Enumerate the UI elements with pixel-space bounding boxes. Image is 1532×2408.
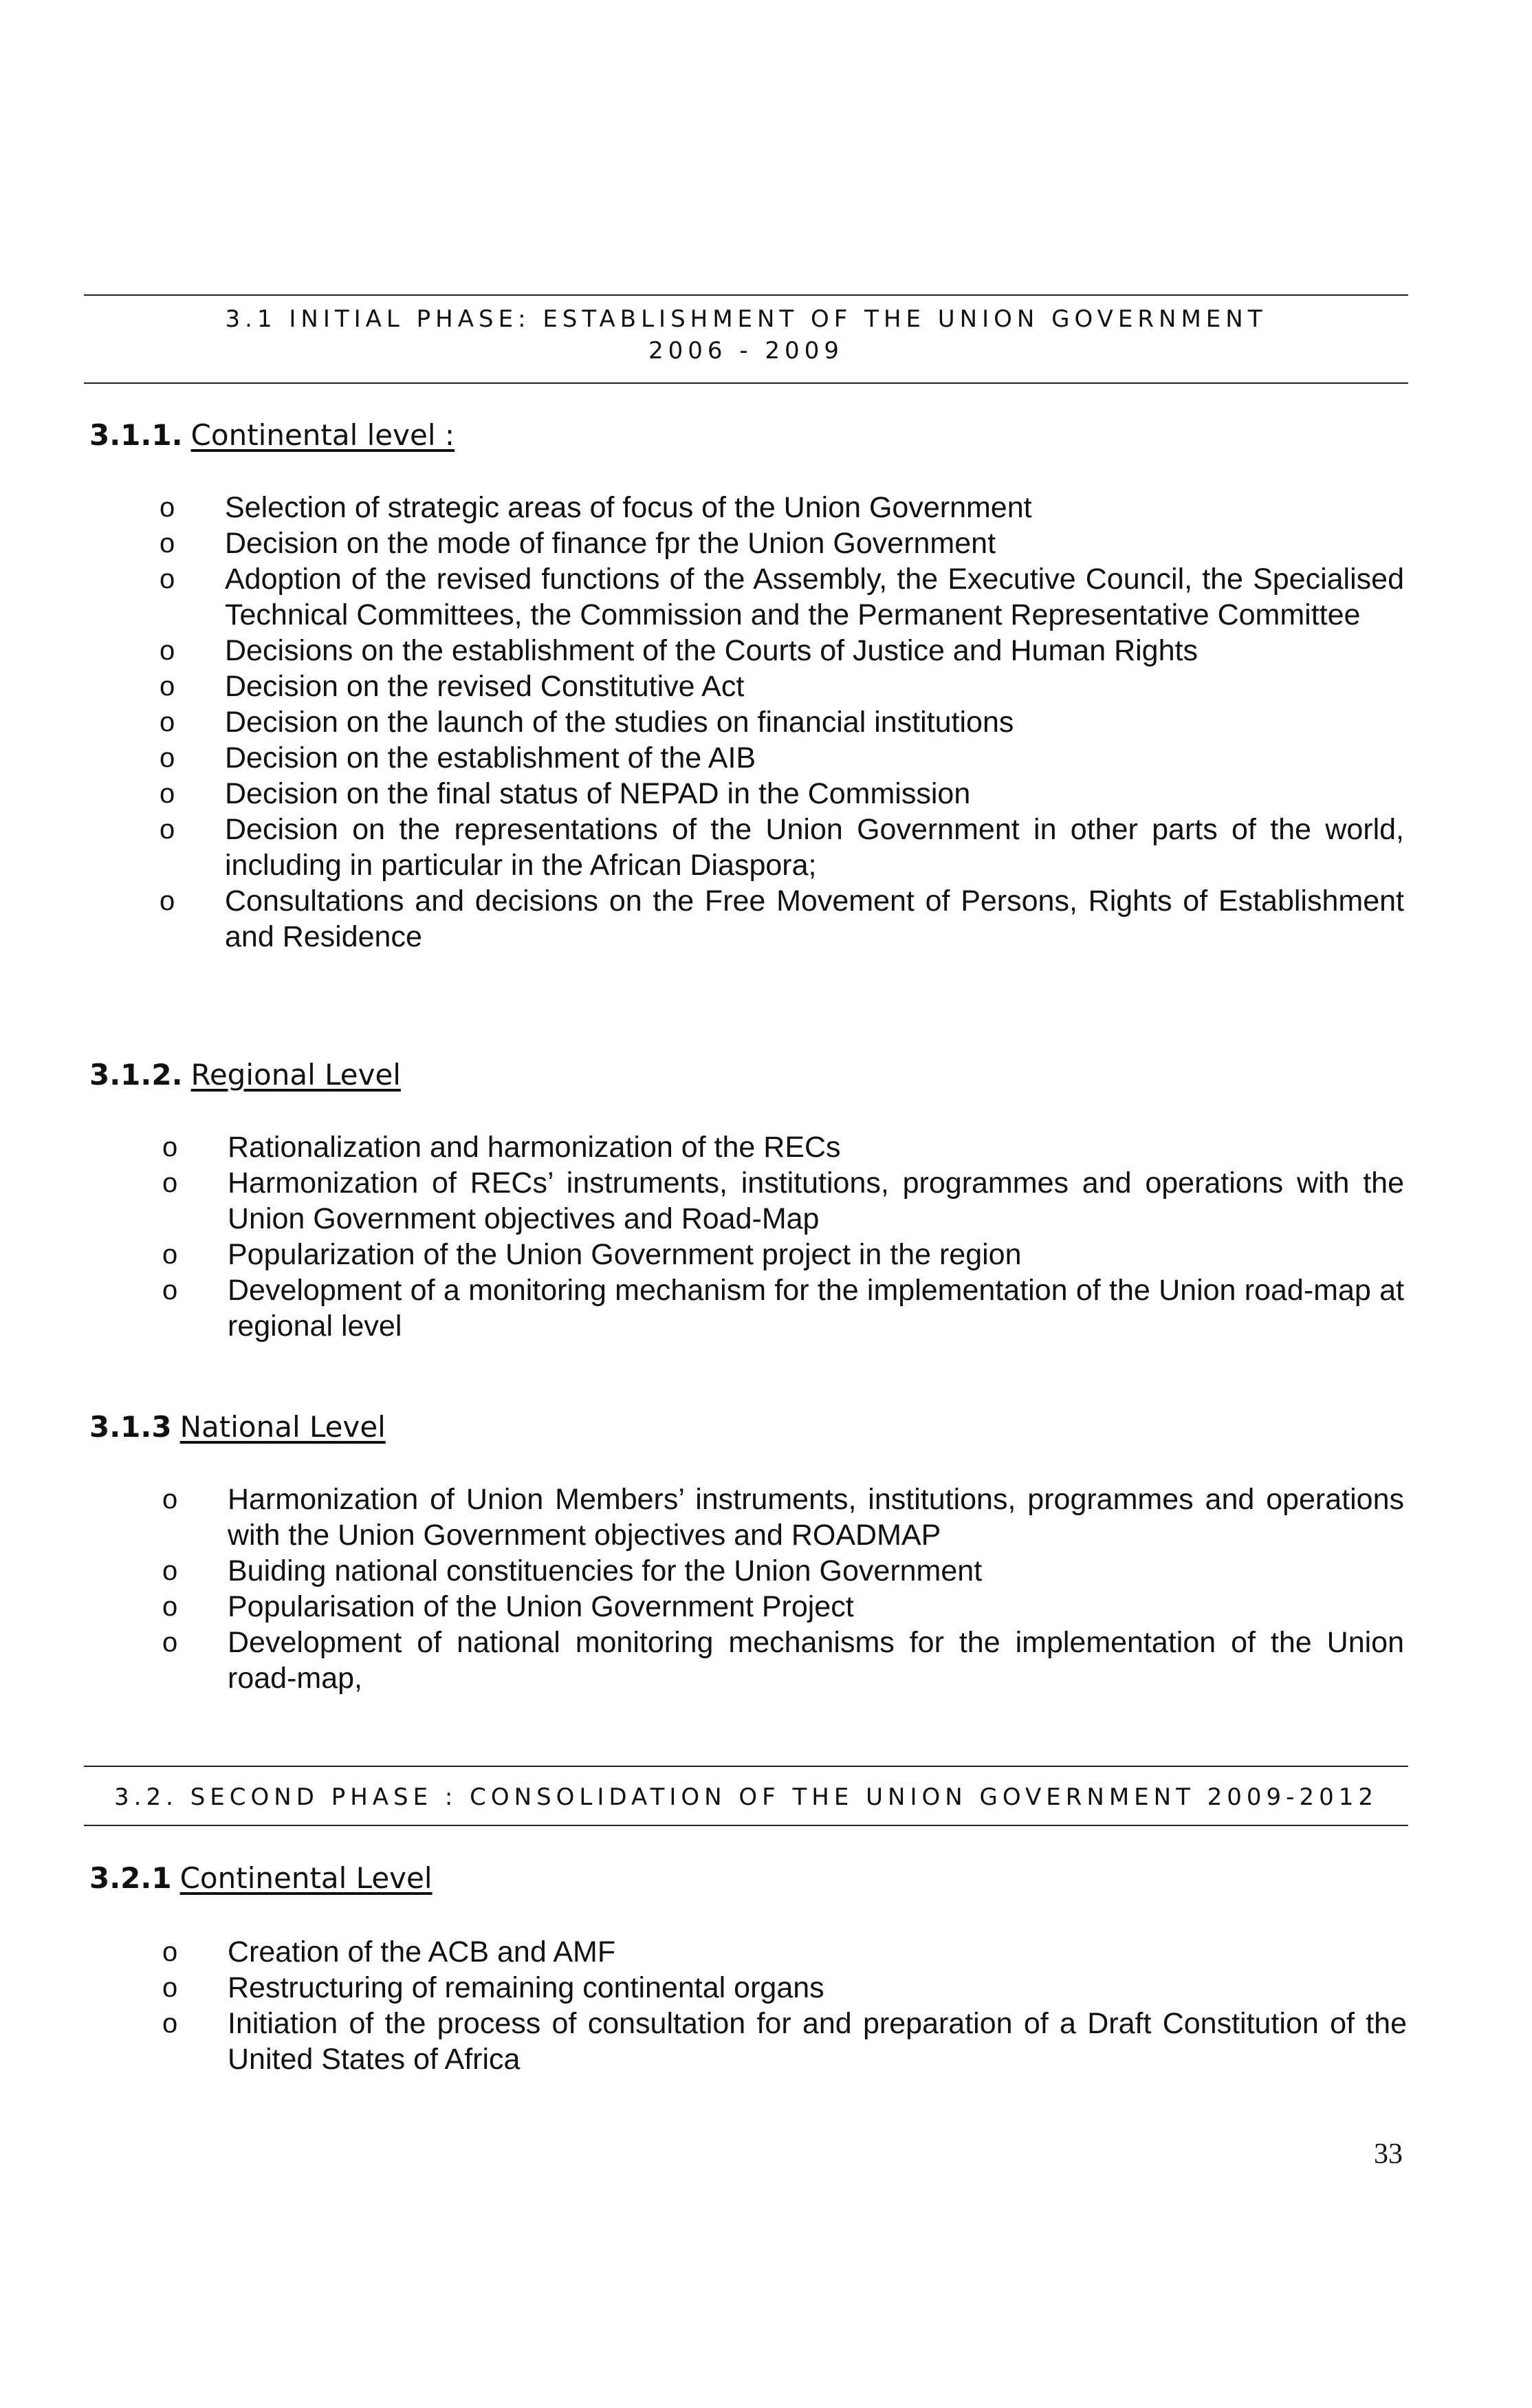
list-item-text: Adoption of the revised functions of the Assembly, the Executive Council, the Specialised Technical Committees, the Commission and the Permanent Representative Committee (225, 563, 1404, 631)
list-item-text: Decisions on the establishment of the Courts of Justice and Human Rights (225, 634, 1198, 667)
section-3-1-1-heading (89, 418, 455, 452)
list-item-text: Consultations and decisions on the Free Movement of Persons, Rights of Establishment and Residence (225, 885, 1404, 953)
list-item (162, 1970, 1407, 2006)
continental-level-list (160, 490, 1404, 955)
list-item (162, 1482, 1404, 1553)
list-item-text: Popularisation of the Union Government Project (228, 1590, 854, 1623)
list-item-text: Decision on the revised Constitutive Act (225, 670, 745, 703)
list-item (160, 490, 1404, 525)
regional-level-list (162, 1129, 1404, 1344)
list-item (160, 633, 1404, 669)
bullet-icon: o (160, 743, 175, 773)
list-item (162, 1165, 1404, 1237)
list-item (160, 776, 1404, 812)
national-level-list (162, 1482, 1404, 1696)
list-item (162, 1129, 1404, 1165)
bullet-icon: o (160, 528, 175, 558)
list-item (160, 883, 1404, 955)
bullet-icon: o (160, 814, 175, 845)
list-item-text: Development of a monitoring mechanism for the implementation of the Union road-map at regional level (228, 1274, 1404, 1343)
list-item-text: Decision on the final status of NEPAD in the Commission (225, 777, 971, 810)
list-item-text: Restructuring of remaining continental organs (228, 1971, 824, 2004)
section-title: Continental level : (190, 418, 455, 452)
list-item (160, 812, 1404, 883)
list-item (162, 2006, 1407, 2077)
phase-1-title: 3.1 INITIAL PHASE: ESTABLISHMENT OF THE UNION GOVERNMENT (225, 305, 1267, 333)
bullet-icon: o (162, 1592, 178, 1622)
list-item (160, 669, 1404, 704)
section-number: 3.1.1. (89, 418, 183, 452)
page-number: 33 (1374, 2138, 1403, 2170)
section-title: Continental Level (179, 1861, 433, 1895)
list-item (160, 525, 1404, 561)
bullet-icon: o (162, 1275, 178, 1305)
list-item-text: Popularization of the Union Government project in the region (228, 1238, 1022, 1271)
list-item-text: Initiation of the process of consultation for and preparation of a Draft Constitution of the United States of Africa (228, 2007, 1407, 2076)
section-3-1-3-heading (89, 1410, 386, 1444)
list-item-text: Decision on the launch of the studies on financial institutions (225, 706, 1014, 739)
phase-1-years: 2006 - 2009 (648, 337, 844, 365)
bullet-icon: o (160, 707, 175, 737)
list-item (162, 1625, 1404, 1696)
bullet-icon: o (160, 492, 175, 523)
bullet-icon: o (162, 1627, 178, 1658)
bullet-icon: o (160, 636, 175, 666)
list-item (162, 1237, 1404, 1272)
section-number: 3.2.1 (89, 1861, 172, 1895)
section-3-1-2-heading (89, 1058, 401, 1092)
bullet-icon: o (160, 779, 175, 809)
list-item-text: Harmonization of Union Members’ instruments, institutions, programmes and operations with the Union Government objectives and ROADMAP (228, 1483, 1404, 1552)
bullet-icon: o (162, 1132, 178, 1162)
bullet-icon: o (162, 2008, 178, 2039)
bullet-icon: o (162, 1239, 178, 1270)
list-item-text: Decision on the mode of finance fpr the Union Government (225, 527, 996, 560)
list-item (160, 704, 1404, 740)
list-item-text: Decision on the representations of the Union Government in other parts of the world, including in particular in the African Diaspora; (225, 813, 1404, 882)
list-item-text: Rationalization and harmonization of the RECs (228, 1131, 841, 1164)
phase-2-heading (84, 1766, 1408, 1826)
section-number: 3.1.3 (89, 1410, 172, 1444)
section-title: National Level (179, 1410, 386, 1444)
list-item-text: Creation of the ACB and AMF (228, 1935, 616, 1968)
bullet-icon: o (160, 671, 175, 702)
bullet-icon: o (160, 564, 175, 594)
section-3-2-1-heading (89, 1861, 433, 1895)
list-item-text: Decision on the establishment of the AIB (225, 741, 756, 774)
list-item-text: Buiding national constituencies for the Union Government (228, 1554, 983, 1587)
phase-2-title: 3.2. SECOND PHASE : CONSOLIDATION OF THE UNION GOVERNMENT 2009-2012 (114, 1783, 1378, 1811)
bullet-icon: o (162, 1556, 178, 1586)
bullet-icon: o (160, 886, 175, 916)
list-item (162, 1934, 1407, 1970)
list-item (162, 1553, 1404, 1589)
bullet-icon: o (162, 1973, 178, 2003)
phase-1-heading (84, 294, 1408, 384)
list-item-text: Selection of strategic areas of focus of the Union Government (225, 491, 1032, 524)
list-item (162, 1589, 1404, 1625)
continental-level-2-list (162, 1934, 1407, 2077)
list-item-text: Development of national monitoring mechanisms for the implementation of the Union road-map, (228, 1626, 1404, 1695)
bullet-icon: o (162, 1168, 178, 1198)
list-item (160, 561, 1404, 633)
list-item-text: Harmonization of RECs’ instruments, institutions, programmes and operations with the Union Government objectives and Road-Map (228, 1167, 1404, 1235)
section-number: 3.1.2. (89, 1058, 183, 1092)
bullet-icon: o (162, 1937, 178, 1967)
section-title: Regional Level (190, 1058, 401, 1092)
list-item (160, 740, 1404, 776)
bullet-icon: o (162, 1484, 178, 1515)
list-item (162, 1272, 1404, 1344)
